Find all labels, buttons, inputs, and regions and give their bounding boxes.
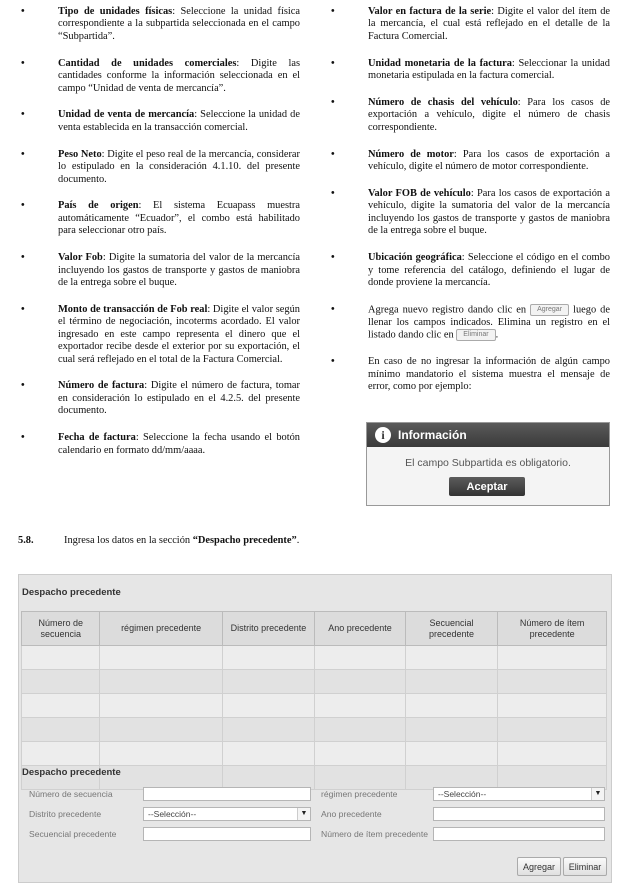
bullet-item	[18, 149, 300, 186]
right-column	[328, 6, 610, 408]
ano-input[interactable]	[433, 807, 605, 821]
bullet-title: Unidad de venta de mercancía	[58, 109, 195, 121]
column-header[interactable]: Número de secuencia	[22, 612, 100, 646]
bullet-text: : Seleccione la unidad de venta establecida en la transacción comercial.	[58, 109, 300, 133]
dialog-header	[367, 423, 609, 447]
regimen-select[interactable]	[433, 787, 605, 801]
bullet-dot: •	[21, 109, 25, 121]
bullet-title: Número de factura	[58, 380, 145, 392]
bullet-item	[328, 58, 610, 83]
panel-title: Despacho precedente	[22, 587, 121, 598]
column-header[interactable]: Número de ítem precedente	[498, 612, 607, 646]
bullet-text: : Para los casos de exportación a vehículo, digite la sumatoria del valor de la mercancía incluyendo los gastos de transporte y gastos de maniobra de la entrega sobre el buque.	[368, 188, 610, 237]
table-row[interactable]	[22, 646, 607, 670]
bullet-text: : Seleccionar la unidad monetaria estipulada en la factura comercial.	[368, 57, 610, 82]
bullet-dot: •	[331, 97, 335, 109]
bullet-dot: •	[331, 6, 335, 17]
bullet-title: Valor FOB de vehículo	[368, 188, 471, 200]
bullet-title: Ubicación geográfica	[368, 252, 462, 264]
numero-item-input[interactable]	[433, 827, 605, 841]
error-bullet-text: En caso de no ingresar la información de algún campo mínimo mandatorio el sistema muestra el mensaje de error, como por ejemplo:	[368, 356, 610, 393]
section-bold: “Despacho precedente”	[192, 535, 297, 546]
form-row	[21, 805, 607, 823]
bullet-item	[18, 109, 300, 134]
eliminar-button[interactable]: Eliminar	[563, 857, 607, 876]
bullet-text: : Digite el valor según el término de negociación, incoterms acordado. El valor ingresado en este campo representa el dinero que el exportador recibe desde el exterior por su exportación, el cual será reflejado en el total de la Factura Comercial.	[58, 303, 300, 365]
secuencial-label: Secuencial precedente	[29, 829, 117, 839]
bullet-item	[18, 432, 300, 457]
column-header[interactable]: régimen precedente	[100, 612, 222, 646]
bullet-title: Valor en factura de la serie	[368, 6, 492, 17]
bullet-item	[328, 97, 610, 134]
bullet-text: : Para los casos de exportación a vehículo, digite el número de motor correspondiente.	[368, 148, 610, 173]
info-icon: i	[375, 427, 391, 443]
section-number: 5.8.	[18, 535, 34, 546]
bullet-title: Número de motor	[368, 148, 454, 160]
bullet-text: : El sistema Ecuapass muestra automáticamente “Ecuador”, el combo está habilitado para seleccionar otro país.	[58, 200, 300, 237]
bullet-title: Valor Fob	[58, 252, 103, 264]
form-title: Despacho precedente	[22, 767, 121, 778]
bullet-item	[328, 188, 610, 238]
bullet-item	[18, 304, 300, 366]
bullet-dot: •	[21, 148, 25, 160]
table-header-row	[22, 612, 607, 646]
accept-button[interactable]: Aceptar	[449, 477, 525, 496]
bullet-item	[328, 252, 610, 289]
bullet-text: : Seleccione la fecha usando el botón calendario en formato dd/mm/aaaa.	[58, 432, 300, 456]
bullet-error: • En caso de no ingresar la información de algún campo mínimo mandatorio el sistema muestra el mensaje de error, como por ejemplo:	[331, 356, 610, 393]
bullet-title: Peso Neto	[58, 148, 102, 160]
bullet-text: : Digite el peso real de la mercancía, considerar lo estipulado en la consideración 4.1.10. del presente documento.	[58, 148, 300, 185]
left-column	[18, 6, 300, 471]
bullet-item	[18, 200, 300, 237]
secuencial-input[interactable]	[143, 827, 311, 841]
ano-label: Ano precedente	[321, 809, 382, 819]
column-header[interactable]: Distrito precedente	[222, 612, 314, 646]
table-row[interactable]	[22, 718, 607, 742]
numero-secuencia-input[interactable]	[143, 787, 311, 801]
table-row[interactable]	[22, 742, 607, 766]
column-header[interactable]: Ano precedente	[315, 612, 406, 646]
section-heading	[18, 535, 299, 546]
bullet-item	[18, 58, 300, 95]
agregar-text-2: luego de llenar los campos indicados. Elimina un registro en el listado dando clic en	[368, 304, 610, 341]
agregar-text-1: Agrega nuevo registro dando clic en	[368, 304, 531, 316]
distrito-select-value: --Selección--	[148, 809, 197, 819]
bullet-item	[18, 380, 300, 417]
regimen-label: régimen precedente	[321, 789, 398, 799]
bullet-text: : Digite el valor del ítem de la mercancía, el cual está reflejado en el detalle de la Factura Comercial.	[368, 6, 611, 42]
info-dialog	[366, 422, 610, 506]
bullet-item	[328, 149, 610, 174]
numero-item-label: Número de ítem precedente	[321, 829, 429, 839]
bullet-dot: •	[21, 200, 25, 212]
bullet-dot: •	[21, 6, 25, 17]
dialog-title: Información	[398, 428, 467, 442]
bullet-title: Número de chasis del vehículo	[368, 97, 518, 109]
form-row	[21, 785, 607, 803]
table-row[interactable]	[22, 694, 607, 718]
bullet-title: Monto de transacción de Fob real	[58, 303, 208, 315]
bullet-dot: •	[21, 432, 25, 444]
chevron-down-icon[interactable]: ▼	[591, 788, 604, 800]
bullet-text: : Para los casos de exportación a vehículo, digite el número de chasis correspondiente.	[368, 97, 610, 133]
bullet-agregar: • Agrega nuevo registro dando clic en Agregar luego de llenar los campos indicados. Elimina un registro en el listado dando clic en Eliminar .	[331, 303, 610, 341]
bullet-item	[18, 6, 300, 43]
form-row	[21, 825, 607, 843]
bullet-dot: •	[21, 252, 25, 264]
table-row[interactable]	[22, 670, 607, 694]
bullet-title: Tipo de unidades físicas	[58, 6, 173, 17]
section-text: Ingresa los datos en la sección	[64, 535, 193, 546]
bullet-text: : Digite la sumatoria del valor de la mercancía incluyendo los gastos de transporte y gastos de maniobra de la entrega sobre el buque.	[58, 252, 300, 288]
chevron-down-icon[interactable]: ▼	[297, 808, 310, 820]
dialog-message: El campo Subpartida es obligatorio.	[405, 457, 571, 469]
numero-secuencia-label: Número de secuencia	[29, 789, 113, 799]
eliminar-inline-button: Eliminar	[456, 329, 495, 341]
distrito-select[interactable]	[143, 807, 311, 821]
bullet-dot: •	[21, 303, 25, 315]
despacho-panel	[18, 574, 612, 883]
bullet-title: Fecha de factura	[58, 432, 136, 444]
agregar-text-3: .	[495, 329, 499, 341]
bullet-dot: •	[331, 57, 335, 69]
bullet-dot: •	[21, 380, 25, 392]
bullet-title: Unidad monetaria de la factura	[368, 57, 512, 69]
column-header[interactable]: Secuencial precedente	[405, 612, 497, 646]
bullet-text: : Seleccione la unidad física correspondiente a la subpartida seleccionada en el campo “Subpartida”.	[58, 6, 300, 42]
bullet-item	[328, 6, 610, 43]
bullet-text: : Digite el número de factura, tomar en consideración lo estipulado en el 4.2.5. del presente documento.	[58, 380, 300, 417]
regimen-select-value: --Selección--	[438, 789, 487, 799]
bullet-dot: •	[331, 148, 335, 160]
bullet-title: País de origen	[58, 200, 139, 212]
bullet-title: Cantidad de unidades comerciales	[58, 57, 237, 69]
bullet-text: : Seleccione el código en el combo y tome referencia del catálogo, definiendo el lugar de donde proviene la mercancía.	[368, 252, 610, 288]
bullet-dot: •	[331, 252, 335, 264]
bullet-item	[18, 252, 300, 289]
bullet-dot: •	[331, 188, 335, 200]
agregar-inline-button: Agregar	[530, 304, 569, 316]
despacho-table	[21, 611, 607, 790]
bullet-dot: •	[21, 57, 25, 69]
distrito-label: Distrito precedente	[29, 809, 102, 819]
agregar-button[interactable]: Agregar	[517, 857, 561, 876]
section-text-after: .	[296, 535, 300, 546]
bullet-text: : Digite las cantidades conforme la información seleccionada en el campo “Unidad de venta de mercancía”.	[58, 57, 300, 94]
